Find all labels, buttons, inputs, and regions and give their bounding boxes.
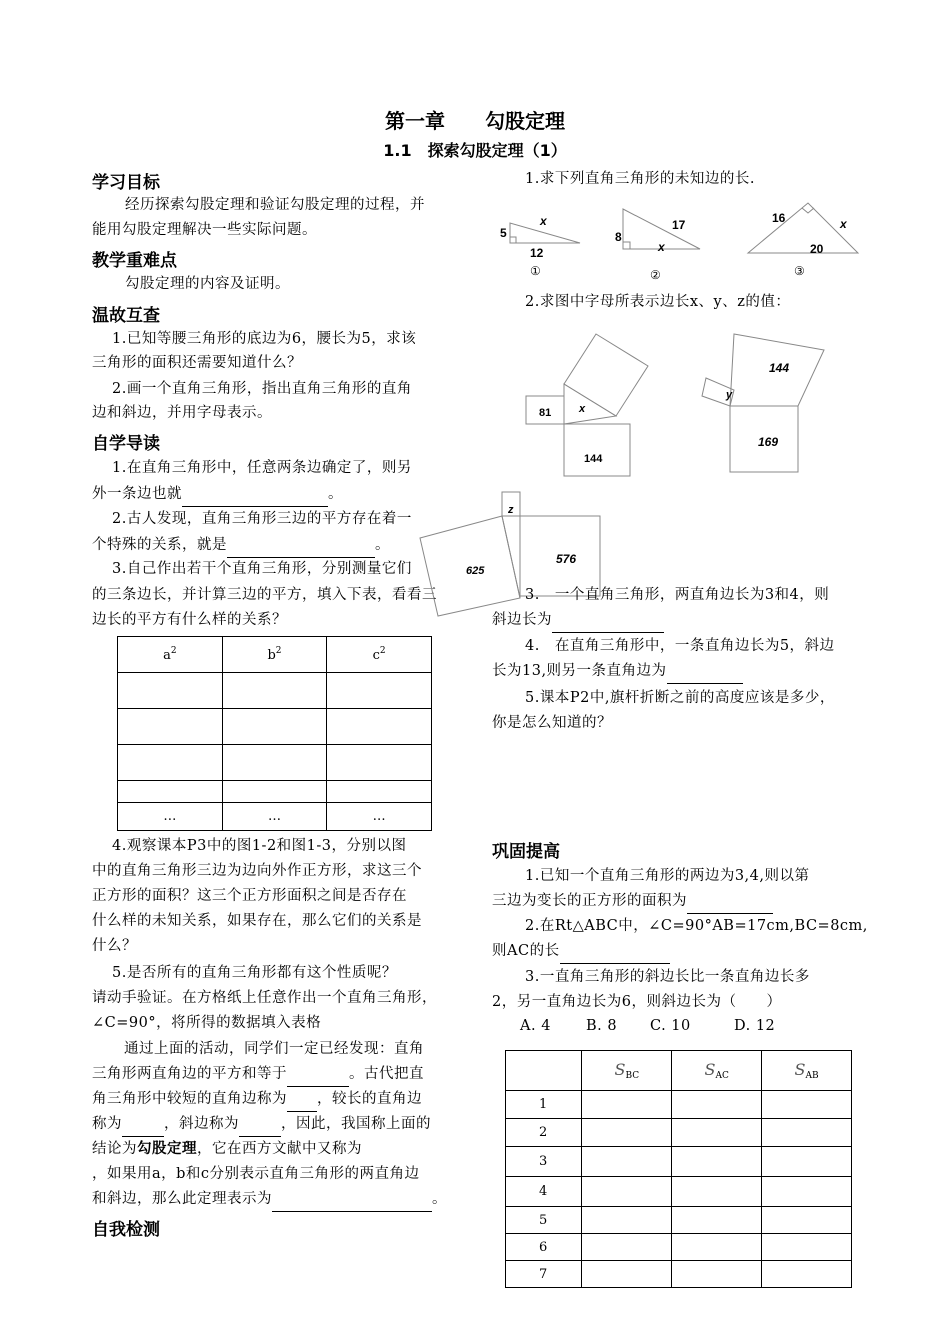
table-cell[interactable] (762, 1147, 852, 1177)
summary-text: 结论为 (92, 1141, 137, 1157)
fig1-x: x (579, 403, 586, 415)
table-row (118, 673, 432, 709)
row-number: 3 (506, 1147, 582, 1177)
tri2-leg-a: 8 (615, 230, 622, 244)
self-study-q4-line-1: 4.观察课本P3中的图1-2和图1-3，分别以图 (112, 838, 407, 854)
key-points-line: 勾股定理的内容及证明。 (125, 276, 290, 292)
fig3-area-1: 576 (556, 552, 577, 566)
summary-line-1: 通过上面的活动，同学们一定已经发现：直角 (124, 1041, 424, 1057)
self-study-q4-line-5: 什么？ (92, 938, 137, 954)
summary-line-7 (92, 1186, 447, 1212)
summary-text: 和斜边，那么此定理表示为 (92, 1191, 272, 1207)
summary-line-4 (92, 1111, 431, 1137)
header-a-squared: $a^2$ (118, 637, 223, 673)
consolidate-p3a: 3.一直角三角形的斜边长比一条直角边长多 (525, 969, 810, 985)
table-cell[interactable] (222, 781, 327, 803)
right-triangle (502, 516, 520, 598)
consolidate-p1a: 1.已知一个直角三角形的两边为3,4,则以第 (525, 868, 810, 884)
self-study-q4-line-2: 中的直角三角形三边为边向外作正方形，求这三个 (92, 863, 422, 879)
consolidate-p2b (492, 938, 670, 964)
table-cell[interactable] (762, 1261, 852, 1288)
table-row (118, 745, 432, 781)
squares-figure (416, 320, 836, 620)
table-cell[interactable] (672, 1234, 762, 1261)
table-row (506, 1091, 852, 1119)
table-row (506, 1234, 852, 1261)
table-cell-ellipsis: … (118, 803, 223, 831)
tri2-label: ② (650, 268, 661, 282)
self-study-q4-line-3: 正方形的面积？这三个正方形面积之间是否存在 (92, 888, 407, 904)
table-cell[interactable] (762, 1119, 852, 1147)
punct: 。 (328, 486, 343, 502)
tri1-hyp: x (540, 214, 547, 228)
table-cell[interactable] (327, 745, 432, 781)
table-cell-ellipsis: … (222, 803, 327, 831)
table-cell[interactable] (762, 1234, 852, 1261)
square-144 (564, 424, 630, 476)
consolidate-heading: 巩固提高 (492, 842, 560, 862)
self-study-q5-line-3: ∠C=90°，将所得的数据填入表格 (92, 1015, 322, 1031)
review-line-2: 三角形的面积还需要知道什么？ (92, 355, 302, 371)
consolidate-p1b-text: 三边为变长的正方形的面积为 (492, 893, 687, 909)
summary-text: ，斜边称为 (164, 1116, 239, 1132)
table-cell[interactable] (222, 745, 327, 781)
table-row (506, 1147, 852, 1177)
option-d[interactable]: D. 12 (734, 1018, 776, 1034)
fig1-area-1: 81 (539, 407, 552, 419)
table-cell[interactable] (582, 1147, 672, 1177)
fig1-area-2: 144 (584, 453, 603, 465)
table-row (506, 1177, 852, 1207)
self-study-q2a: 2.古人发现，直角三角形三边的平方存在着一 (112, 511, 412, 527)
exercise-q3b-text: 斜边长为 (492, 612, 552, 628)
answer-blank[interactable] (239, 1118, 281, 1137)
answer-blank[interactable] (687, 895, 773, 914)
fig2-area-2: 169 (758, 435, 779, 449)
table-header-row (506, 1051, 852, 1091)
table-cell[interactable] (582, 1234, 672, 1261)
tri1-leg-b: 12 (530, 246, 544, 260)
self-study-q3-line-3: 边长的平方有什么样的关系？ (92, 612, 287, 628)
review-line-3: 2.画一个直角三角形，指出直角三角形的直角 (112, 381, 412, 397)
chapter-title: 第一章 勾股定理 (385, 109, 565, 133)
area-table (505, 1050, 852, 1288)
self-study-q3-line-1: 3.自己作出若干个直角三角形，分别测量它们 (112, 561, 412, 577)
exercise-q2: 2.求图中字母所表示边长x、y、z的值： (525, 294, 791, 310)
row-number: 2 (506, 1119, 582, 1147)
summary-text: ，较长的直角边 (317, 1091, 422, 1107)
tri3-leg-b: 20 (810, 242, 824, 256)
table-cell[interactable] (672, 1261, 762, 1288)
self-study-q5-line-1: 5.是否所有的直角三角形都有这个性质呢？ (112, 965, 397, 981)
table-cell[interactable] (327, 673, 432, 709)
table-row (506, 1207, 852, 1234)
exercise-q4b-text: 长为13,则另一条直角边为 (492, 663, 667, 679)
table-cell[interactable] (672, 1177, 762, 1207)
consolidate-p2b-text: 则AC的长 (492, 943, 560, 959)
summary-text: 角三角形中较短的直角边称为 (92, 1091, 287, 1107)
row-number: 6 (506, 1234, 582, 1261)
summary-line-5 (92, 1136, 362, 1162)
table-cell[interactable] (672, 1207, 762, 1234)
summary-text: 三角形两直角边的平方和等于 (92, 1066, 287, 1082)
table-row (118, 709, 432, 745)
summary-text: 。 (432, 1191, 447, 1207)
punct: 。 (375, 537, 390, 553)
table-header-row (118, 637, 432, 673)
goals-line-1: 经历探索勾股定理和验证勾股定理的过程，并 (125, 197, 425, 213)
fig2-y: y (726, 389, 733, 401)
option-b[interactable]: B. 8 (586, 1018, 618, 1034)
table-row (506, 1119, 852, 1147)
fig3-z: z (508, 504, 514, 516)
right-angle-mark (510, 237, 516, 243)
table-cell[interactable] (118, 709, 223, 745)
table-cell[interactable] (582, 1177, 672, 1207)
self-study-q1b (92, 481, 343, 507)
header-s-ab: $S_{AB}$ (762, 1051, 852, 1091)
tri3-label: ③ (794, 264, 805, 278)
goals-heading: 学习目标 (92, 173, 160, 193)
table-cell[interactable] (582, 1119, 672, 1147)
row-number: 7 (506, 1261, 582, 1288)
exercise-q4a: 4. 在直角三角形中，一条直角边长为5，斜边 (525, 638, 835, 654)
table-cell[interactable] (118, 781, 223, 803)
summary-text: ，它在西方文献中又称为 (197, 1141, 362, 1157)
square-x (564, 334, 648, 416)
choice-options (520, 1013, 794, 1039)
summary-line-3 (92, 1086, 422, 1112)
row-number: 4 (506, 1177, 582, 1207)
tri3-hyp: x (840, 217, 847, 231)
table-cell[interactable] (762, 1091, 852, 1119)
self-study-q2b (92, 532, 390, 558)
consolidate-p2a: 2.在Rt△ABC中，∠C=90°AB=17cm,BC=8cm, (525, 918, 868, 934)
answer-blank[interactable] (552, 614, 664, 633)
table-cell[interactable] (582, 1091, 672, 1119)
table-cell[interactable] (672, 1119, 762, 1147)
summary-line-2 (92, 1061, 424, 1087)
answer-blank[interactable] (667, 665, 743, 684)
review-line-4: 边和斜边，并用字母表示。 (92, 405, 272, 421)
exercise-q5b: 你是怎么知道的？ (492, 715, 612, 731)
fig3-area-2: 625 (466, 565, 485, 577)
self-study-heading: 自学导读 (92, 434, 160, 454)
self-check-heading: 自我检测 (92, 1220, 160, 1240)
answer-blank[interactable] (287, 1068, 349, 1087)
self-study-q1b-text: 外一条边也就 (92, 486, 182, 502)
squares-table (117, 636, 432, 831)
exercise-q3a: 3. 一个直角三角形，两直角边长为3和4，则 (525, 587, 830, 603)
goals-line-2: 能用勾股定理解决一些实际问题。 (92, 222, 317, 238)
row-number: 5 (506, 1207, 582, 1234)
table-cell[interactable] (327, 781, 432, 803)
header-b-squared: $b^2$ (222, 637, 327, 673)
review-line-1: 1.已知等腰三角形的底边为6，腰长为5，求该 (112, 331, 417, 347)
exercise-q3b (492, 607, 664, 633)
answer-blank[interactable] (560, 945, 670, 964)
right-triangle (564, 384, 616, 424)
tri3-leg-a: 16 (772, 211, 786, 225)
table-cell[interactable] (118, 745, 223, 781)
self-study-q2b-text: 个特殊的关系，就是 (92, 537, 227, 553)
exercise-q5a: 5.课本P2中,旗杆折断之前的高度应该是多少， (525, 690, 835, 706)
answer-blank[interactable] (272, 1193, 432, 1212)
table-row (506, 1261, 852, 1288)
header-s-bc: $S_{BC}$ (582, 1051, 672, 1091)
review-heading: 温故互查 (92, 306, 160, 326)
tri1-label: ① (530, 264, 541, 278)
table-header-cell (506, 1051, 582, 1091)
header-s-ac: $S_{AC}$ (672, 1051, 762, 1091)
tri2-hyp: 17 (672, 218, 686, 232)
option-c[interactable]: C. 10 (650, 1018, 691, 1034)
answer-blank[interactable] (122, 1118, 164, 1137)
right-angle-mark (623, 242, 630, 249)
table-row (118, 781, 432, 803)
header-c-squared: $c^2$ (327, 637, 432, 673)
triangles-figure (490, 195, 870, 285)
table-cell[interactable] (118, 673, 223, 709)
summary-text: 称为 (92, 1116, 122, 1132)
summary-text: 。古代把直 (349, 1066, 424, 1082)
section-title: 1.1 探索勾股定理（1） (383, 141, 567, 160)
table-cell-ellipsis: … (327, 803, 432, 831)
self-study-q5-line-2: 请动手验证。在方格纸上任意作出一个直角三角形， (92, 990, 437, 1006)
right-angle-mark (802, 208, 814, 213)
consolidate-p3b: 2，另一直角边长为6，则斜边长为（ ） (492, 994, 782, 1010)
table-cell[interactable] (672, 1091, 762, 1119)
table-cell[interactable] (582, 1261, 672, 1288)
row-number: 1 (506, 1091, 582, 1119)
table-row (118, 803, 432, 831)
tri1-leg-a: 5 (500, 226, 507, 240)
table-cell[interactable] (762, 1177, 852, 1207)
answer-blank[interactable] (182, 488, 328, 507)
table-cell[interactable] (222, 709, 327, 745)
table-cell[interactable] (672, 1147, 762, 1177)
table-cell[interactable] (222, 673, 327, 709)
fig2-area-1: 144 (769, 361, 790, 375)
exercise-q4b (492, 658, 743, 684)
exercise-q1: 1.求下列直角三角形的未知边的长. (525, 171, 755, 187)
theorem-name: 勾股定理 (137, 1141, 197, 1157)
key-points-heading: 教学重难点 (92, 251, 177, 271)
table-cell[interactable] (327, 709, 432, 745)
option-a[interactable]: A. 4 (520, 1018, 551, 1034)
summary-text: ，因此，我国称上面的 (281, 1116, 431, 1132)
summary-line-6: ，如果用a，b和c分别表示直角三角形的两直角边 (92, 1166, 420, 1182)
self-study-q1a: 1.在直角三角形中，任意两条边确定了，则另 (112, 460, 412, 476)
self-study-q3-line-2: 的三条边长，并计算三边的平方，填入下表，看看三 (92, 587, 437, 603)
table-cell[interactable] (582, 1207, 672, 1234)
table-cell[interactable] (762, 1207, 852, 1234)
self-study-q4-line-4: 什么样的未知关系，如果存在，那么它们的关系是 (92, 913, 422, 929)
answer-blank[interactable] (287, 1093, 317, 1112)
consolidate-p1b (492, 888, 773, 914)
tri2-leg-b: x (658, 240, 665, 254)
